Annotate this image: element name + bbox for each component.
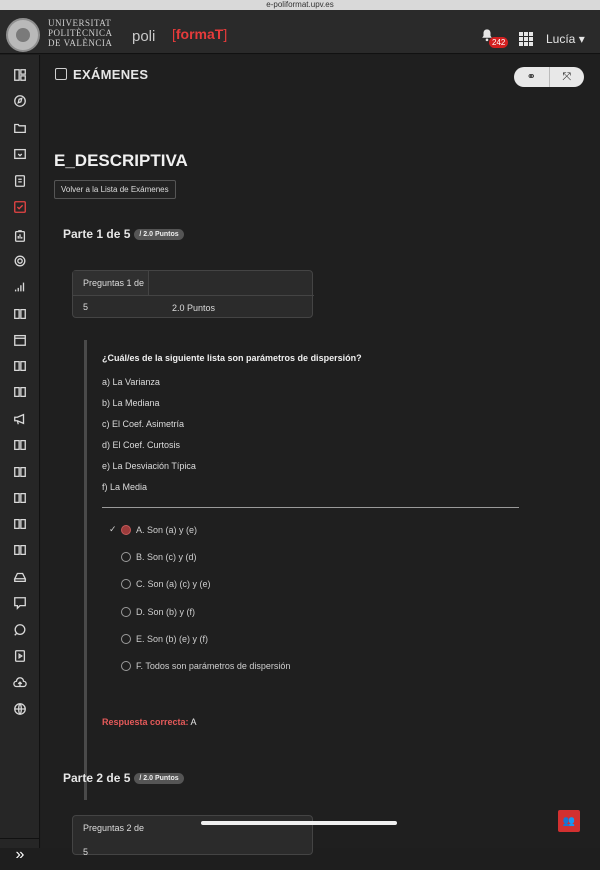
option-a: a) La Varianza xyxy=(102,377,160,387)
poli-logo-text: poli xyxy=(132,28,156,45)
notifications[interactable] xyxy=(480,28,510,52)
book-icon[interactable] xyxy=(10,488,30,508)
book-icon[interactable] xyxy=(10,356,30,376)
radio-icon[interactable] xyxy=(121,552,131,562)
drive-icon[interactable] xyxy=(10,567,30,587)
tool-title: EXÁMENES xyxy=(55,67,148,82)
answer-c[interactable]: C. Son (a) (c) y (e) xyxy=(109,579,211,589)
sidebar-expand-button[interactable]: » xyxy=(0,838,40,870)
play-file-icon[interactable] xyxy=(10,646,30,666)
option-f: f) La Media xyxy=(102,482,148,492)
part-1-points-badge: / 2.0 Puntos xyxy=(134,229,183,240)
answer-b[interactable]: B. Son (c) y (d) xyxy=(109,552,197,562)
part-2-points-badge: / 2.0 Puntos xyxy=(134,773,183,784)
apps-grid-icon[interactable] xyxy=(519,32,533,46)
megaphone-icon[interactable] xyxy=(10,409,30,429)
divider xyxy=(102,507,519,508)
book-icon[interactable] xyxy=(10,540,30,560)
university-name: UNIVERSITAT POLITÈCNICA DE VALÈNCIA xyxy=(48,18,113,48)
question-box xyxy=(72,270,313,318)
top-header xyxy=(0,10,600,54)
compass-icon[interactable] xyxy=(10,91,30,111)
option-c: c) El Coef. Asimetría xyxy=(102,419,185,429)
radio-icon[interactable] xyxy=(121,607,131,617)
book-icon[interactable] xyxy=(10,514,30,534)
option-e: e) La Desviación Típica xyxy=(102,461,196,471)
settings-icon[interactable] xyxy=(10,251,30,271)
radio-icon[interactable] xyxy=(121,525,131,535)
notification-count-badge: 242 xyxy=(489,37,508,48)
overview-icon[interactable] xyxy=(10,65,30,85)
participants-button[interactable] xyxy=(558,810,580,832)
chat-icon[interactable] xyxy=(10,620,30,640)
tool-actions xyxy=(514,67,584,87)
link-icon[interactable]: ⚭ xyxy=(526,71,536,83)
question-tab[interactable]: Preguntas 1 de 5 xyxy=(73,271,149,295)
back-to-exams-button[interactable]: Volver a la Lista de Exámenes xyxy=(54,180,176,199)
question-points: 2.0 Puntos xyxy=(73,295,314,319)
radio-icon[interactable] xyxy=(121,661,131,671)
globe-icon[interactable] xyxy=(10,699,30,719)
inbox-icon[interactable] xyxy=(10,144,30,164)
option-d: d) El Coef. Curtosis xyxy=(102,440,181,450)
part-2-title: Parte 2 de 5 / 2.0 Puntos xyxy=(63,771,184,785)
university-seal-logo[interactable] xyxy=(6,18,40,52)
book-icon[interactable] xyxy=(10,382,30,402)
formaT-logo[interactable]: [formaT] xyxy=(172,26,228,42)
radio-icon[interactable] xyxy=(121,634,131,644)
tool-sidebar xyxy=(0,55,40,863)
url-bar[interactable]: e-poliformat.upv.es xyxy=(0,0,600,10)
question-text: ¿Cuál/es de la siguiente lista son parámetros de dispersión? xyxy=(102,353,362,363)
calendar-icon[interactable] xyxy=(10,330,30,350)
main-content xyxy=(41,55,600,857)
correct-answer: Respuesta correcta: A xyxy=(102,717,197,727)
exams-title-icon xyxy=(55,68,67,80)
answer-a[interactable]: ✓ A. Son (a) y (e) xyxy=(109,524,198,535)
gradebook-icon[interactable] xyxy=(10,226,30,246)
book-icon[interactable] xyxy=(10,435,30,455)
user-menu[interactable]: Lucía ▾ xyxy=(546,32,585,46)
radio-icon[interactable] xyxy=(121,579,131,589)
expand-icon[interactable]: ⤧ xyxy=(549,67,585,87)
question-left-border xyxy=(84,340,87,800)
upload-icon[interactable] xyxy=(10,673,30,693)
answer-f[interactable]: F. Todos son parámetros de dispersión xyxy=(109,661,290,671)
book-icon[interactable] xyxy=(10,462,30,482)
answer-d[interactable]: D. Son (b) y (f) xyxy=(109,607,195,617)
exams-icon[interactable] xyxy=(10,197,30,217)
users-icon: 👥 xyxy=(562,815,576,827)
book-icon[interactable] xyxy=(10,304,30,324)
messages-icon[interactable] xyxy=(10,593,30,613)
home-indicator xyxy=(201,821,397,825)
stats-icon[interactable] xyxy=(10,277,30,297)
exam-title: E_DESCRIPTIVA xyxy=(54,151,188,170)
file-icon[interactable] xyxy=(10,171,30,191)
answer-e[interactable]: E. Son (b) (e) y (f) xyxy=(109,634,208,644)
part-1-title: Parte 1 de 5 / 2.0 Puntos xyxy=(63,227,184,241)
folder-icon[interactable] xyxy=(10,118,30,138)
question-tab-2[interactable]: Preguntas 2 de 5 xyxy=(83,823,145,857)
option-b: b) La Mediana xyxy=(102,398,160,408)
checkmark-icon: ✓ xyxy=(109,524,117,534)
